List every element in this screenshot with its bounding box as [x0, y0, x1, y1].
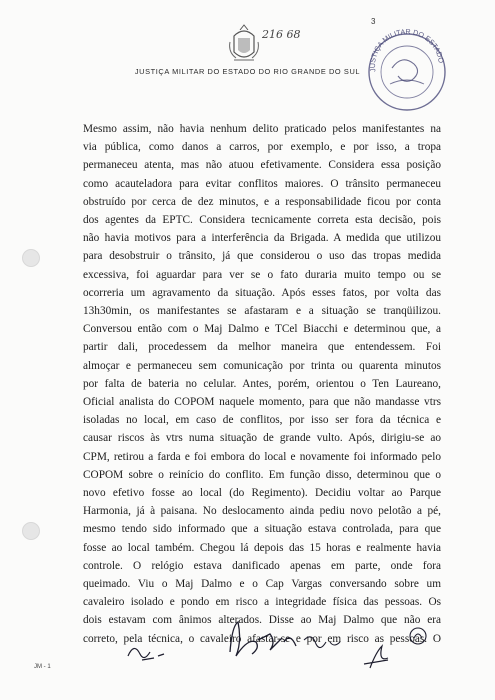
text-line: dos agentes da EPTC. Considera tecnicamente correta esta decisão, pois	[83, 214, 441, 227]
text-line: por falta de bateria no celular. Antes, porém, orientou o Ten Laureano,	[83, 377, 441, 390]
text-line: causar riscos às vtrs numa situação de grande vulto. Após, dirigiu-se ao	[83, 432, 441, 445]
stamp-text: JUSTIÇA MILITAR DO ESTADO	[367, 27, 446, 73]
text-line: via pública, como danos a carros, por exemplo, e por isso, a tropa	[83, 141, 441, 154]
text-line: Conversou então com o Maj Dalmo e TCel Biacchi e determinou que, a	[83, 323, 441, 336]
text-line: dois estavam com ânimos alterados. Disse ao Maj Dalmo que não era	[83, 614, 441, 627]
institution-header: JUSTIÇA MILITAR DO ESTADO DO RIO GRANDE DO SUL	[134, 67, 361, 76]
text-line: COPOM sobre o reinício do conflito. Em função disso, determinou que o	[83, 468, 441, 481]
punch-hole-top	[22, 249, 40, 267]
text-line: cavaleiro isolado e pondo em risco a integridade física das pessoas. Os	[83, 596, 441, 609]
text-line: novo efetivo fosse ao local (do Regimento). Decidiu voltar ao Parque	[83, 487, 441, 500]
text-line: mesmo tendo sido informado que a situação estava controlada, para que	[83, 523, 441, 536]
official-seal-stamp	[362, 24, 452, 114]
text-line: fosse ao local também. Chegou lá depois das 15 horas e realmente havia	[83, 541, 441, 554]
text-line: correto, pela técnica, o cavaleiro afastar-se e por em risco as pessoas. O	[83, 632, 441, 645]
text-line: permaneceu atenta, mas não atuou efetivamente. Considera essa posição	[83, 159, 441, 172]
text-line: como acauteladora para evitar conflitos maiores. O trânsito permaneceu	[83, 177, 441, 190]
footer-code: JM - 1	[34, 664, 51, 670]
page-number: 3	[371, 17, 376, 26]
text-line: isoladas no local, em caso de conflitos, por isso ser fora da técnica e	[83, 414, 441, 427]
text-line: excessiva, foi aguardar para ver se o fato duraria muito tempo ou se	[83, 268, 441, 281]
text-line: não havia motivos para a interferência da Brigada. A medida que utilizou	[83, 232, 441, 245]
text-line: Mesmo assim, não havia nenhum delito praticado pelos manifestantes na	[83, 123, 441, 135]
svg-text:JUSTIÇA MILITAR DO ESTADO	[368, 27, 446, 73]
coat-of-arms-icon	[226, 22, 262, 66]
text-line: Oficial analista do COPOM naquele momento, para que não mandasse vtrs	[83, 396, 441, 409]
punch-hole-bottom	[22, 522, 40, 540]
text-line: CPM, retirou a farda e foi embora do local e novamente foi informado pelo	[83, 450, 441, 463]
signatures	[120, 612, 440, 692]
text-line: ocorreria um agravamento da situação. Após esses fatos, por volta das	[83, 286, 441, 299]
text-line: almoçar e permaneceu sem comunicação por trinta ou quarenta minutos	[83, 359, 441, 372]
text-line: 13h30min, os manifestantes se afastaram e a situação se tranqüilizou.	[83, 305, 441, 318]
text-line: partir dali, procedessem da melhor maneira que entendessem. Foi	[83, 341, 441, 354]
text-line: para desobstruir o trânsito, já que considerou o uso das tropas medida	[83, 250, 441, 263]
text-line: controle. O relógio estava danificado apenas em parte, onde fora	[83, 559, 441, 572]
text-line: Harmonia, já à paisana. No deslocamento ainda pediu novo pelotão a pé,	[83, 505, 441, 518]
handwritten-reference: 216 68	[262, 28, 301, 41]
text-line: queimado. Viu o Maj Dalmo e o Cap Vargas conversando sobre um	[83, 578, 441, 591]
text-line: obstruído por cerca de dez minutos, e a responsabilidade ficou por conta	[83, 195, 441, 208]
body-text	[83, 120, 441, 648]
